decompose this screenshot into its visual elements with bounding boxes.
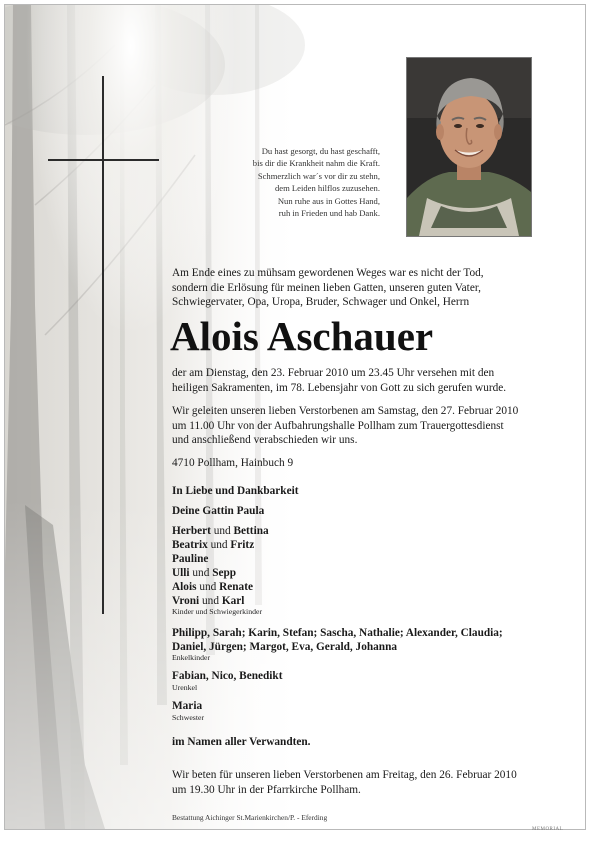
intro-line: Am Ende eines zu mühsam gewordenen Weges war es nicht der Tod, <box>172 267 484 279</box>
child-couple <box>172 580 253 594</box>
funeral-line: und anschließend verabschieden wir uns. <box>172 434 358 447</box>
conjunction: und <box>199 581 217 593</box>
funeral-line: Wir geleiten unseren lieben Verstorbenen am Samstag, den 27. Februar 2010 <box>172 405 519 417</box>
funeral-text <box>172 404 518 448</box>
child-name: Vroni <box>172 595 200 607</box>
child-name: Beatrix <box>172 539 208 551</box>
child-couple <box>172 524 269 538</box>
partner-name: Karl <box>221 595 245 607</box>
intro-line: Schwiegervater, Opa, Uropa, Bruder, Schwager und Onkel, Herrn <box>172 296 470 309</box>
sister-name: Maria <box>172 700 203 712</box>
child-name: Alois <box>172 581 197 593</box>
closing-line: im Namen aller Verwandten. <box>172 736 311 748</box>
partner-name: Bettina <box>233 525 269 537</box>
family-address: 4710 Pollham, Hainbuch 9 <box>172 457 294 469</box>
poem-line: Schmerzlich war´s vor dir zu stehn, <box>257 170 380 181</box>
death-line: der am Dienstag, den 23. Februar 2010 um 23.45 Uhr versehen mit den <box>172 367 495 379</box>
funeral-line: um 11.00 Uhr von der Aufbahrungshalle Pollham zum Trauergottesdienst <box>172 419 504 432</box>
conjunction: und <box>210 539 228 551</box>
portrait-image <box>407 58 531 236</box>
prayer-line: Wir beten für unseren lieben Verstorbenen am Freitag, den 26. Februar 2010 <box>172 769 517 781</box>
poem-line: ruh in Frieden und hab Dank. <box>278 208 380 219</box>
partner-name: Sepp <box>212 567 237 579</box>
conjunction: und <box>202 595 219 607</box>
grandchildren-line: Philipp, Sarah; Karin, Stefan; Sascha, Nathalie; Alexander, Claudia; <box>172 627 503 639</box>
child-couple <box>172 594 244 608</box>
portrait-photo <box>406 57 532 237</box>
wife-name: Deine Gattin Paula <box>172 505 265 517</box>
death-line: heiligen Sakramenten, im 78. Lebensjahr von Gott zu sich gerufen wurde. <box>172 381 507 394</box>
sister-caption: Schwester <box>172 713 205 722</box>
child-name: Pauline <box>172 553 209 565</box>
cross-vertical-bar <box>102 76 104 614</box>
poem-line: Du hast gesorgt, du hast geschafft, <box>261 146 380 156</box>
prayer-text <box>172 768 517 797</box>
partner-name: Renate <box>219 581 253 593</box>
grandchildren-caption: Enkelkinder <box>172 653 211 662</box>
children-caption: Kinder und Schwiegerkinder <box>172 607 263 616</box>
child-couple <box>172 566 236 580</box>
memorial-poem <box>196 145 380 219</box>
conjunction: und <box>213 525 231 537</box>
grandchildren-line: Daniel, Jürgen; Margot, Eva, Gerald, Johanna <box>172 641 397 653</box>
great-grandchildren-line: Fabian, Nico, Benedikt <box>172 670 283 682</box>
prayer-line: um 19.30 Uhr in der Pfarrkirche Pollham. <box>172 783 361 796</box>
deceased-name: Alois Aschauer <box>170 313 434 359</box>
poem-line: bis dir die Krankheit nahm die Kraft. <box>252 158 380 169</box>
death-notice-text <box>172 366 506 395</box>
child-single <box>172 552 208 566</box>
poem-line: dem Leiden hilflos zuzusehen. <box>274 183 380 194</box>
funeral-home-footer: Bestattung Aichinger St.Marienkirchen/P. - Eferding <box>172 813 328 822</box>
conjunction: und <box>192 567 210 579</box>
child-name: Herbert <box>172 525 211 537</box>
partner-name: Fritz <box>230 539 255 551</box>
mourners-heading: In Liebe und Dankbarkeit <box>172 485 299 497</box>
child-name: Ulli <box>172 567 190 579</box>
poem-line: Nun ruhe aus in Gottes Hand, <box>277 195 380 206</box>
intro-line: sondern die Erlösung für meinen lieben Gatten, unseren guten Vater, <box>172 281 481 294</box>
print-stamp: MEMORIAL <box>532 827 564 832</box>
child-couple <box>172 538 254 552</box>
great-grandchildren-caption: Urenkel <box>172 683 198 692</box>
intro-text <box>172 266 572 310</box>
cross-horizontal-bar <box>48 159 159 161</box>
